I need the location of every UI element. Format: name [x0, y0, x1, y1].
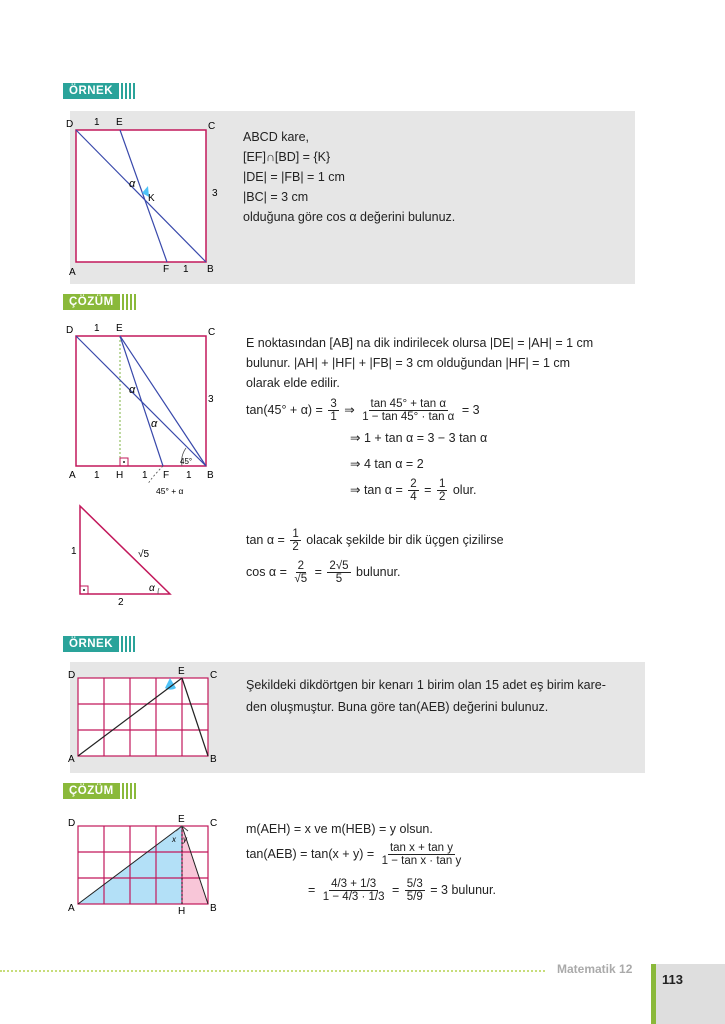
label-alpha: α — [149, 583, 155, 594]
label-one: 1 — [71, 546, 77, 557]
label-45: 45° — [180, 457, 193, 466]
label-d: D — [68, 818, 76, 829]
label-b: B — [210, 754, 217, 765]
label-e: E — [178, 666, 185, 677]
label-one-hf: 1 — [142, 470, 148, 481]
sol1-tan-line: tan α = $\frac{1}{2}$ olacak şekilde bir dik üçgen çizilirse — [246, 528, 504, 553]
sol1-eq-1: tan(45° + α) = $\frac{3}{1}$ ⇒ $\frac{\text{tan 45° + tan α}}{\text{1 − tan 45° · tan α}}$ = 3 — [246, 398, 480, 423]
sol1-eq-4: ⇒ tan α = $\frac{2}{4}$ = $\frac{1}{2}$ olur. — [350, 478, 477, 503]
label-one-fb: 1 — [186, 470, 192, 481]
label-d: D — [66, 119, 74, 130]
footer-book-title: Matematik 12 — [557, 962, 633, 976]
label-b: B — [210, 903, 217, 914]
ex1-line-2: [EF]∩[BD] = {K} — [243, 150, 331, 164]
label-alpha-1: α — [129, 384, 136, 396]
label-h: H — [178, 906, 186, 916]
label-d: D — [66, 325, 74, 336]
triangle — [80, 506, 170, 594]
label-e: E — [116, 117, 123, 128]
sol1-para-2: bulunur. |AH| + |HF| + |FB| = 3 cm olduğundan |HF| = 1 cm — [246, 356, 571, 370]
ex2-line-1: Şekildeki dikdörtgen bir kenarı 1 birim olan 15 adet eş birim kare- — [246, 678, 606, 692]
label-three: 3 — [208, 394, 214, 405]
label-one-top: 1 — [94, 323, 100, 334]
label-c: C — [210, 818, 218, 829]
ex2-line-2: den oluşmuştur. Buna göre tan(AEB) değerini bulunuz. — [246, 700, 549, 714]
solution-2-grid-figure — [66, 814, 222, 916]
sol1-cos-line: cos α = $\frac{2}{√5}$ = $\frac{2√5}{5}$ bulunur. — [246, 560, 401, 585]
label-y: y — [183, 835, 187, 844]
label-a: A — [68, 754, 75, 765]
ex1-line-3: |DE| = |FB| = 1 cm — [243, 170, 345, 184]
example-tag: ÖRNEK — [63, 83, 119, 99]
label-c: C — [208, 327, 216, 338]
label-a: A — [69, 470, 76, 481]
label-x: x — [172, 835, 176, 844]
sol1-eq-2: ⇒ 1 + tan α = 3 − 3 tan α — [350, 431, 488, 445]
label-one-ah: 1 — [94, 470, 100, 481]
sol2-line-1: m(AEH) = x ve m(HEB) = y olsun. — [246, 822, 433, 836]
right-angle-dot — [123, 461, 125, 463]
example-1-square-figure — [62, 114, 224, 282]
footer-dotted-line — [0, 970, 545, 972]
label-k: K — [148, 193, 155, 204]
ex1-line-5: olduğuna göre cos α değerini bulunuz. — [243, 210, 456, 224]
ex1-line-4: |BC| = 3 cm — [243, 190, 309, 204]
label-f: F — [163, 470, 170, 481]
label-e: E — [116, 323, 123, 334]
grid-5x3 — [78, 678, 208, 756]
label-c: C — [208, 121, 216, 132]
solution-tag: ÇÖZÜM — [63, 294, 120, 310]
example-tag-2: ÖRNEK — [63, 636, 119, 652]
label-b: B — [207, 264, 214, 275]
sol1-para-1: E noktasından [AB] na dik indirilecek olursa |DE| = |AH| = 1 cm — [246, 336, 594, 350]
label-alpha: α — [129, 178, 136, 190]
exterior-angle-arc — [148, 466, 163, 484]
sol1-eq-3: ⇒ 4 tan α = 2 — [350, 457, 424, 471]
label-h: H — [116, 470, 124, 481]
sol2-line-3: = $\frac{4/3 + 1/3}{1 - 4/3 \cdot 1/3}$ = $\frac{5/3}{5/9}$ = 3 bulunur. — [308, 878, 496, 903]
page-number: 113 — [662, 972, 683, 987]
label-f: F — [163, 264, 170, 275]
solution-tag-2: ÇÖZÜM — [63, 783, 120, 799]
sol1-para-3: olarak elde edilir. — [246, 376, 340, 390]
right-angle-dot — [83, 589, 85, 591]
label-two: 2 — [118, 597, 124, 608]
right-triangle-figure — [66, 500, 176, 608]
label-45-plus-alpha: 45° + α — [156, 486, 184, 496]
label-d: D — [68, 670, 76, 681]
label-one-top: 1 — [94, 117, 100, 128]
ex1-line-1: ABCD kare, — [243, 130, 309, 144]
label-root5: √5 — [138, 549, 150, 560]
label-e: E — [178, 814, 185, 825]
label-alpha-2: α — [151, 418, 158, 430]
solution-1-square-figure — [62, 320, 232, 500]
label-one-bottom: 1 — [183, 264, 189, 275]
label-a: A — [68, 903, 75, 914]
label-b: B — [207, 470, 214, 481]
label-c: C — [210, 670, 218, 681]
example-2-grid-figure — [66, 666, 222, 766]
label-a: A — [69, 267, 76, 278]
label-three: 3 — [212, 188, 218, 199]
sol2-line-2: tan(AEB) = tan(x + y) = $\frac{\text{tan x + tan y}}{\text{1 − tan x · tan y}}$ — [246, 842, 462, 867]
